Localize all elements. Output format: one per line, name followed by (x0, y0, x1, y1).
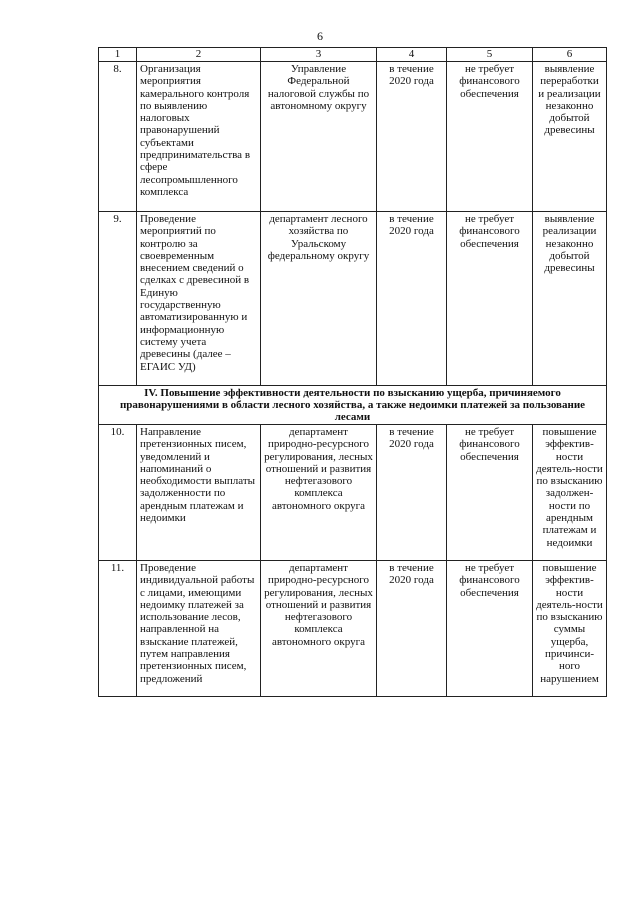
header-cell: 3 (261, 48, 377, 62)
responsible-cell: департамент лесного хозяйства по Уральскому федеральному округу (261, 212, 377, 386)
financing-cell: не требует финансового обеспечения (447, 212, 533, 386)
page-number: 6 (317, 29, 323, 43)
action-cell: Направление претензионных писем, уведомлений и напоминаний о необходимости выплаты задолженности по арендным платежам и недоимки (137, 425, 261, 561)
responsible-cell: департамент природно-ресурсного регулирования, лесных отношений и развития нефтегазового комплекса автономного округа (261, 561, 377, 697)
result-cell: повышение эффектив-ности деятель-ности по взысканию задолжен-ности по арендным платежам и недоимки (533, 425, 607, 561)
table-row (99, 425, 607, 561)
action-cell: Проведение индивидуальной работы с лицами, имеющими недоимку платежей за использование лесов, направленной на взыскание платежей, путем направления претензионных писем, предложений (137, 561, 261, 697)
section-row (99, 386, 607, 425)
result-cell: повышение эффектив-ности деятель-ности по взысканию суммы ущерба, причинси-ного нарушением (533, 561, 607, 697)
financing-cell: не требует финансового обеспечения (447, 561, 533, 697)
section-title: IV. Повышение эффективности деятельности по взысканию ущерба, причиняемого правонарушениями в области лесного хозяйства, а также недоимки платежей за пользование лесами (99, 386, 607, 425)
row-number: 11. (99, 561, 137, 697)
header-cell: 6 (533, 48, 607, 62)
action-plan-table (98, 47, 607, 697)
action-cell: Организация мероприятия камерального контроля по выявлению налоговых правонарушений субъектами предпринимательства в сфере лесопромышленного комплекса (137, 62, 261, 212)
table-header-row (99, 48, 607, 62)
row-number: 10. (99, 425, 137, 561)
term-cell: в течение 2020 года (377, 561, 447, 697)
table-row (99, 62, 607, 212)
responsible-cell: департамент природно-ресурсного регулирования, лесных отношений и развития нефтегазового комплекса автономного округа (261, 425, 377, 561)
term-cell: в течение 2020 года (377, 212, 447, 386)
term-cell: в течение 2020 года (377, 62, 447, 212)
header-cell: 2 (137, 48, 261, 62)
table-row (99, 561, 607, 697)
term-cell: в течение 2020 года (377, 425, 447, 561)
row-number: 9. (99, 212, 137, 386)
responsible-cell: Управление Федеральной налоговой службы по автономному округу (261, 62, 377, 212)
table-row (99, 212, 607, 386)
row-number: 8. (99, 62, 137, 212)
action-cell: Проведение мероприятий по контролю за своевременным внесением сведений о сделках с древесиной в Единую государственную автоматизированную и информационную систему учета древесины (далее – ЕГАИС УД) (137, 212, 261, 386)
result-cell: выявление реализации незаконно добытой древесины (533, 212, 607, 386)
financing-cell: не требует финансового обеспечения (447, 425, 533, 561)
financing-cell: не требует финансового обеспечения (447, 62, 533, 212)
header-cell: 1 (99, 48, 137, 62)
header-cell: 5 (447, 48, 533, 62)
header-cell: 4 (377, 48, 447, 62)
result-cell: выявление переработки и реализации незаконно добытой древесины (533, 62, 607, 212)
